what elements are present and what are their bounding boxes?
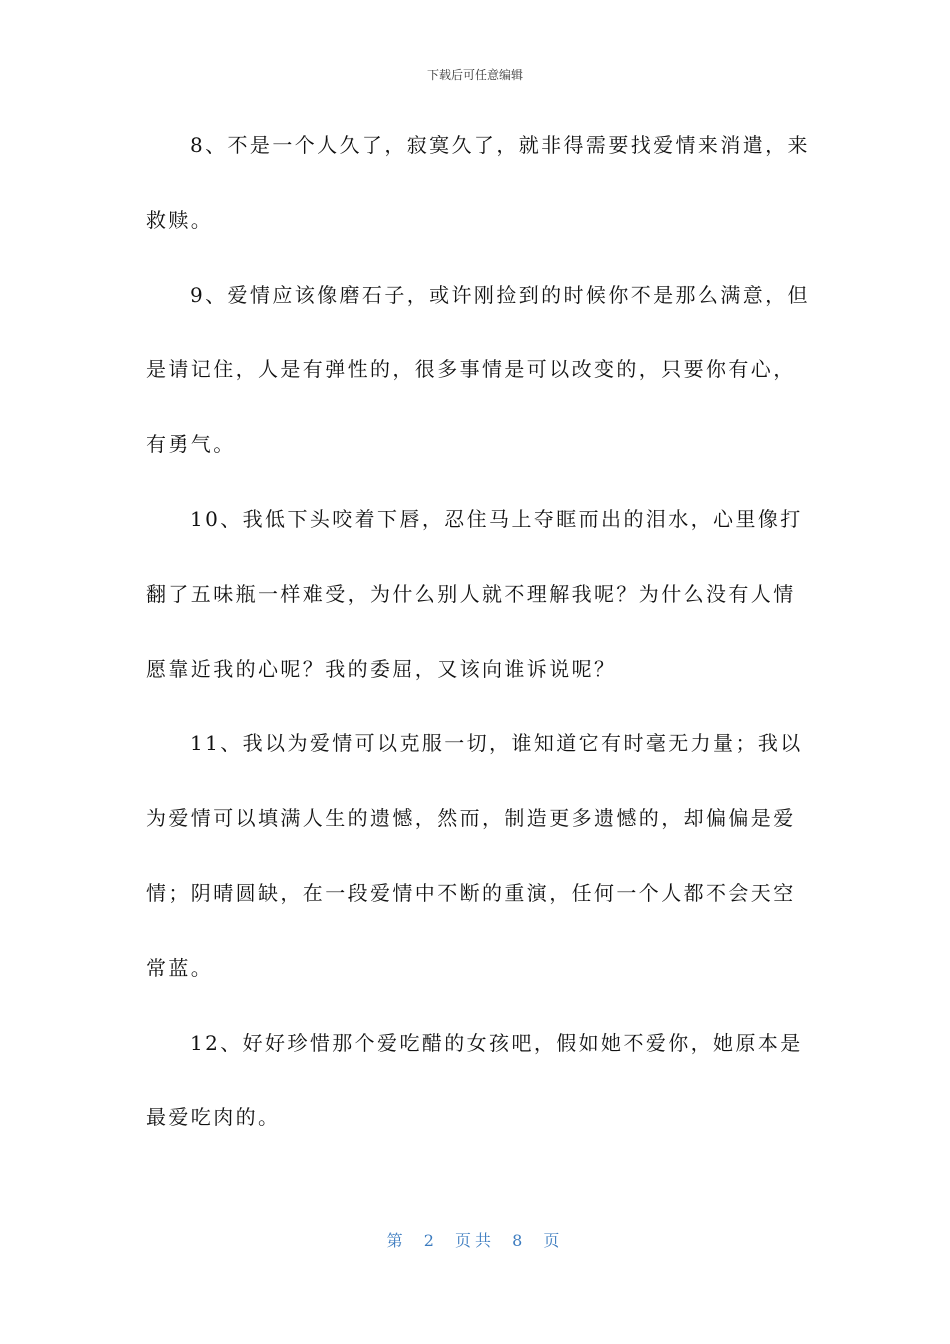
paragraph [146, 706, 806, 1005]
paragraph [146, 108, 810, 258]
paragraph-line: 为爱情可以填满人生的遗憾，然而，制造更多遗憾的，却偏偏是爱 [146, 806, 796, 831]
paragraph [146, 1006, 806, 1156]
paragraph-line: 9、爱情应该像磨石子，或许刚捡到的时候你不是那么满意，但 [190, 282, 810, 307]
paragraph-line: 12、好好珍惜那个爱吃醋的女孩吧，假如她不爱你，她原本是 [190, 1030, 803, 1055]
paragraph-line: 翻了五味瓶一样难受，为什么别人就不理解我呢？为什么没有人情 [146, 581, 796, 606]
paragraph-line: 是请记住，人是有弹性的，很多事情是可以改变的，只要你有心， [146, 357, 796, 382]
paragraph-line: 救赎。 [146, 207, 214, 232]
paragraph-line: 11、我以为爱情可以克服一切，谁知道它有时毫无力量；我以 [190, 731, 803, 756]
document-body [146, 108, 810, 1155]
paragraph-line: 8、不是一个人久了，寂寞久了，就非得需要找爱情来消遣，来 [190, 133, 810, 157]
paragraph-line: 10、我低下头咬着下唇，忍住马上夺眶而出的泪水，心里像打 [190, 506, 803, 531]
paragraph-line: 最爱吃肉的。 [146, 1105, 281, 1130]
page-header: 下载后可任意编辑 [426, 68, 523, 82]
paragraph-line: 情；阴晴圆缺，在一段爱情中不断的重演，任何一个人都不会天空 [146, 880, 796, 905]
paragraph-line: 愿靠近我的心呢？我的委屈，又该向谁诉说呢？ [146, 656, 617, 681]
paragraph-line: 有勇气。 [146, 432, 236, 457]
paragraph-line: 常蓝。 [146, 955, 214, 980]
page-number-footer: 第 2 页共 8 页 [386, 1231, 564, 1250]
paragraph [146, 258, 810, 482]
paragraph [146, 482, 806, 706]
